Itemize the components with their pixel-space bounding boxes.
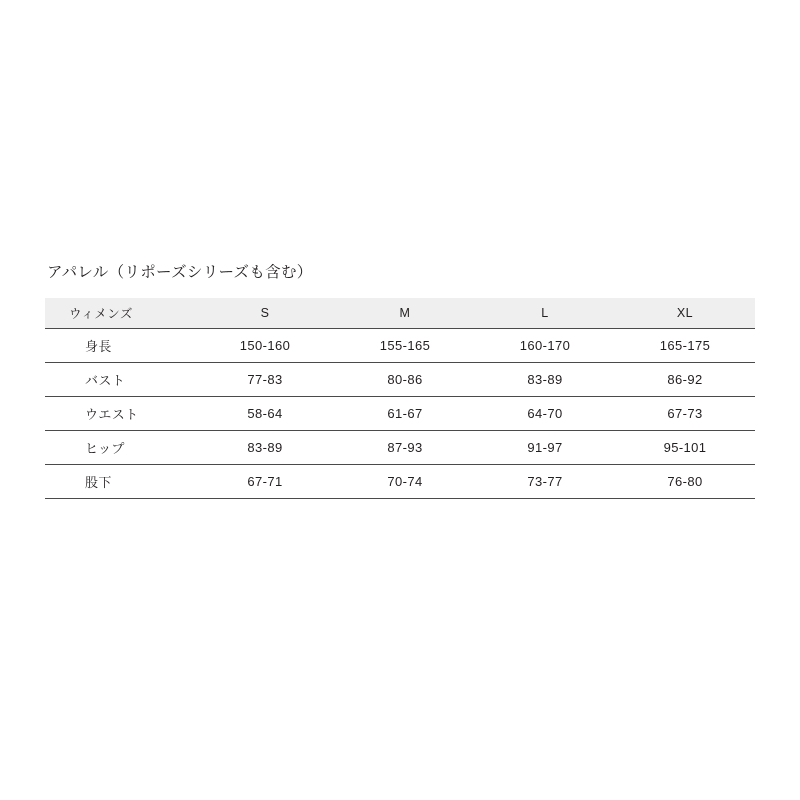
cell-bust-l: 83-89 (475, 362, 615, 396)
cell-inseam-xl: 76-80 (615, 464, 755, 498)
header-category-label: ウィメンズ (69, 306, 133, 321)
table-row (45, 464, 755, 498)
cell-hip-xl: 95-101 (615, 430, 755, 464)
row-label-bust: バスト (45, 362, 195, 396)
chart-title: アパレル（リポーズシリーズも含む） (47, 264, 313, 281)
cell-bust-xl: 86-92 (615, 362, 755, 396)
row-label-hip: ヒップ (45, 430, 195, 464)
cell-waist-xl: 67-73 (615, 396, 755, 430)
cell-inseam-l: 73-77 (475, 464, 615, 498)
table-row (45, 362, 755, 396)
row-label-height: 身長 (45, 328, 195, 362)
cell-waist-l: 64-70 (475, 396, 615, 430)
cell-inseam-m: 70-74 (335, 464, 475, 498)
header-size-xl: XL (676, 305, 694, 320)
cell-height-l: 160-170 (475, 328, 615, 362)
table-row (45, 328, 755, 362)
table-row (45, 396, 755, 430)
header-size-s: S (260, 305, 270, 320)
cell-hip-l: 91-97 (475, 430, 615, 464)
cell-hip-s: 83-89 (195, 430, 335, 464)
cell-inseam-s: 67-71 (195, 464, 335, 498)
header-size-m: M (399, 305, 411, 320)
cell-bust-s: 77-83 (195, 362, 335, 396)
table-body (45, 328, 755, 498)
table-header-row (45, 298, 755, 329)
cell-hip-m: 87-93 (335, 430, 475, 464)
cell-bust-m: 80-86 (335, 362, 475, 396)
cell-height-xl: 165-175 (615, 328, 755, 362)
size-chart (45, 262, 755, 499)
row-label-inseam: 股下 (45, 464, 195, 498)
row-label-waist: ウエスト (45, 396, 195, 430)
size-table (45, 298, 755, 499)
header-size-l: L (541, 305, 549, 320)
cell-height-s: 150-160 (195, 328, 335, 362)
table-head (45, 298, 755, 329)
cell-waist-m: 61-67 (335, 396, 475, 430)
table-row (45, 430, 755, 464)
cell-height-m: 155-165 (335, 328, 475, 362)
cell-waist-s: 58-64 (195, 396, 335, 430)
